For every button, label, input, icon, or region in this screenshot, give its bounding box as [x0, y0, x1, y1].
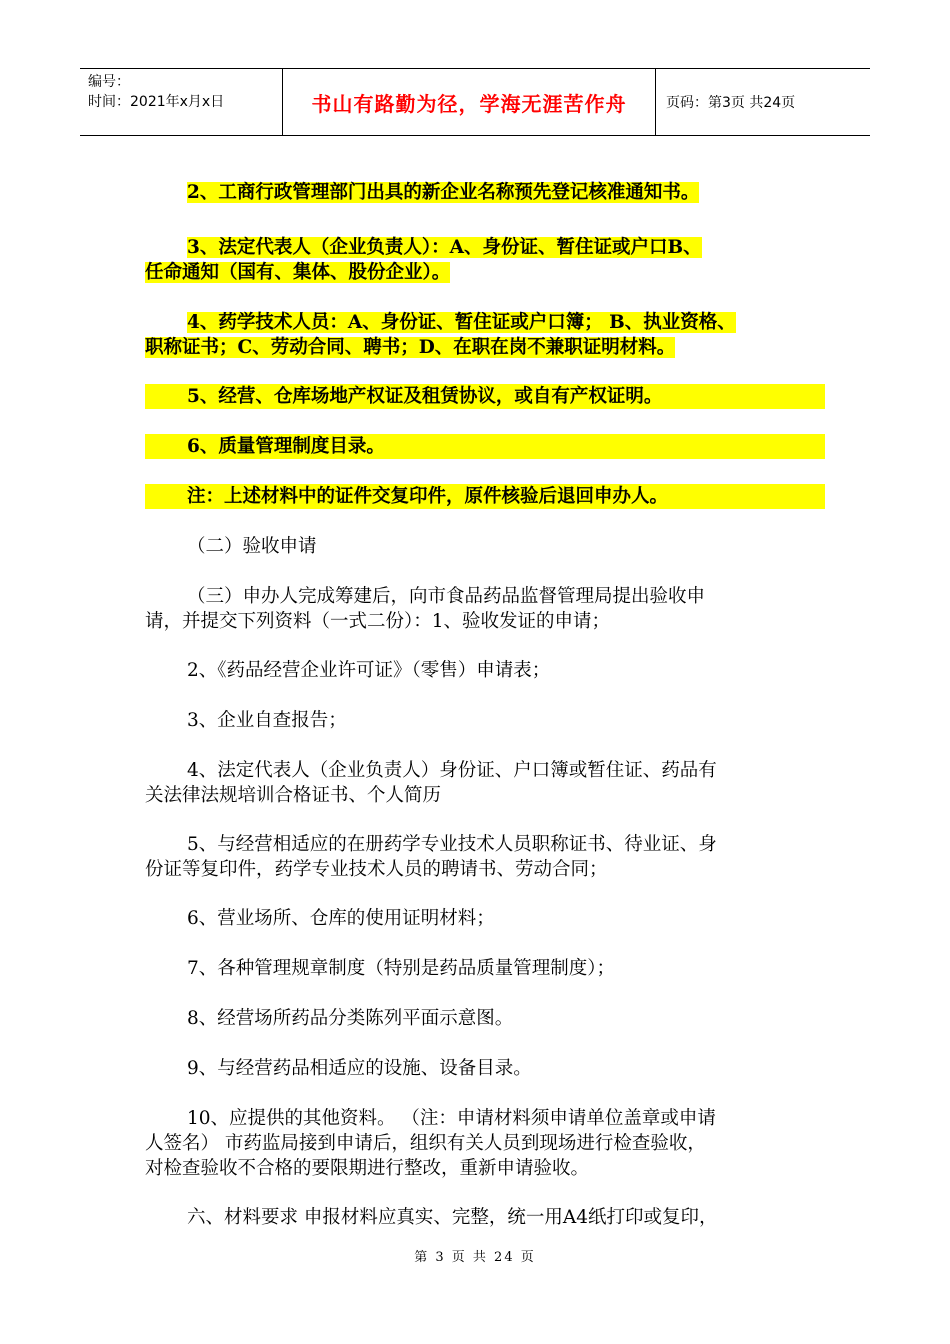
paragraph: 6、营业场所、仓库的使用证明材料；: [187, 908, 495, 929]
paragraph: 5、经营、仓库场地产权证及租赁协议，或自有产权证明。: [145, 384, 825, 409]
paragraph: 4、药学技术人员：A、身份证、暂住证或户口簿； B、执业资格、 职称证书；C、劳动合同、聘书；D、在职在岗不兼职证明材料。: [145, 312, 736, 358]
header-table: [80, 68, 870, 136]
paragraph: 9、与经营药品相适应的设施、设备目录。: [187, 1058, 532, 1079]
time-label: 时间：2021年x月x日: [88, 94, 225, 110]
paragraph: 5、与经营相适应的在册药学专业技术人员职称证书、待业证、身 份证等复印件，药学专业技术人员的聘请书、劳动合同；: [145, 834, 717, 880]
paragraph: （三）申办人完成筹建后，向市食品药品监督管理局提出验收申 请，并提交下列资料（一式二份）：1、验收发证的申请；: [145, 586, 706, 632]
paragraph: 3、法定代表人（企业负责人）：A、身份证、暂住证或户口B、 任命通知（国有、集体、股份企业）。: [145, 237, 702, 283]
paragraph: 注：上述材料中的证件交复印件，原件核验后退回申办人。: [145, 484, 825, 509]
number-label: 编号：: [88, 74, 130, 90]
header-meta: [80, 69, 282, 135]
paragraph: 6、质量管理制度目录。: [145, 434, 825, 459]
paragraph: 2、工商行政管理部门出具的新企业名称预先登记核准通知书。: [187, 182, 700, 203]
paragraph: 10、应提供的其他资料。 （注：申请材料须申请单位盖章或申请 人签名） 市药监局接到申请后，组织有关人员到现场进行检查验收， 对检查验收不合格的要限期进行整改，重新申请验收。: [145, 1108, 716, 1179]
paragraph: 2、《药品经营企业许可证》（零售）申请表；: [187, 660, 551, 681]
header-page-info: 页码：第3页 共24页: [666, 95, 796, 111]
page-footer: 第 3 页 共 24 页: [414, 1250, 536, 1265]
paragraph: 7、各种管理规章制度（特别是药品质量管理制度）；: [187, 958, 616, 979]
header-motto: 书山有路勤为径，学海无涯苦作舟: [282, 69, 656, 135]
paragraph: 3、企业自查报告；: [187, 710, 347, 731]
paragraph: 8、经营场所药品分类陈列平面示意图。: [187, 1008, 514, 1029]
paragraph: 六、材料要求 申报材料应真实、完整，统一用A4纸打印或复印，: [187, 1207, 718, 1228]
paragraph: 4、法定代表人（企业负责人）身份证、户口簿或暂住证、药品有 关法律法规培训合格证书、个人简历: [145, 760, 717, 806]
paragraph: （二）验收申请: [187, 536, 317, 557]
